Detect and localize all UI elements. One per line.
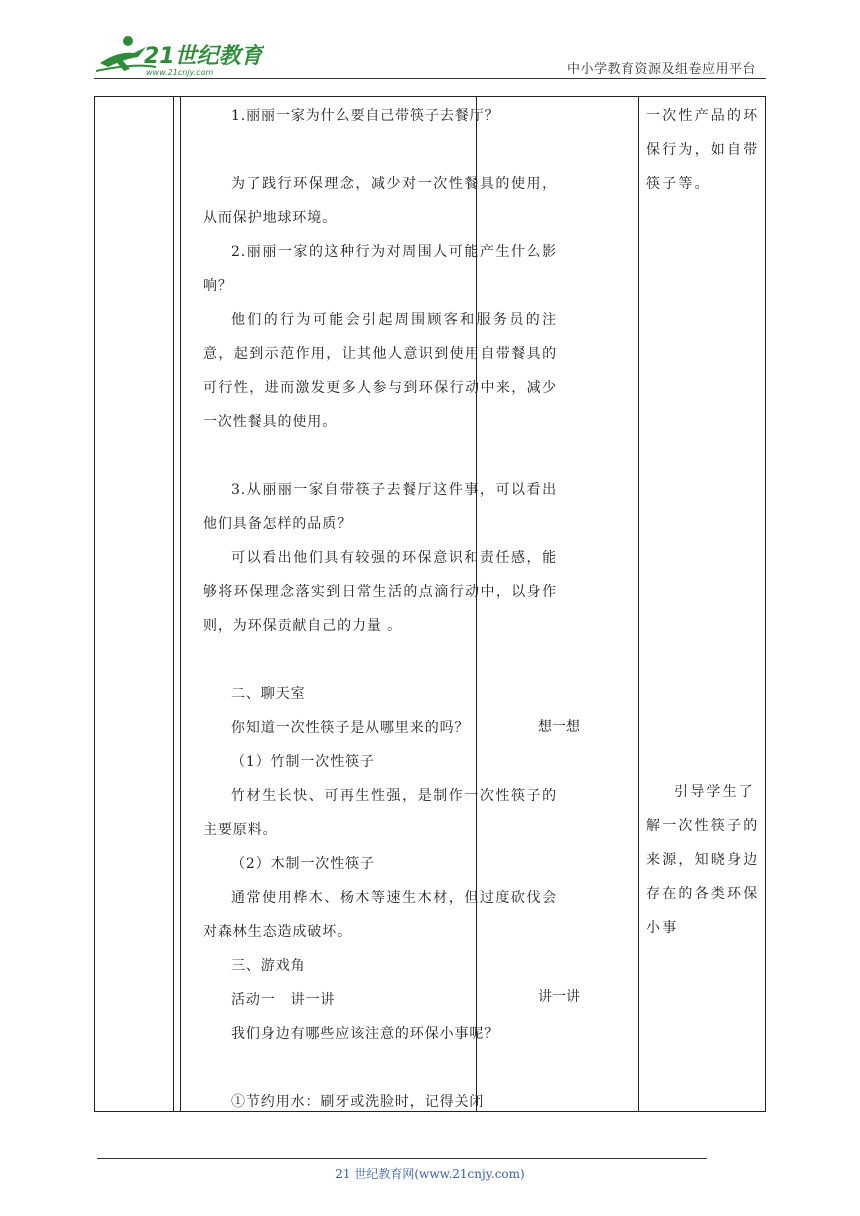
footer-text: 21 世纪教育网(www.21cnjy.com) xyxy=(335,1167,525,1181)
section-heading: 二、聊天室 xyxy=(231,686,306,702)
activity-heading: 活动一 讲一讲 xyxy=(231,992,336,1008)
question-3: 3.从丽丽一家自带筷子去餐厅这件事，可以看出他们具备怎样的品质？ xyxy=(203,482,557,532)
platform-name: 中小学教育资源及组卷应用平台 xyxy=(566,62,756,77)
section-heading: 三、游戏角 xyxy=(231,958,306,974)
svg-text:www.21cnjy.com: www.21cnjy.com xyxy=(146,68,214,77)
question-2: 2.丽丽一家的这种行为对周围人可能产生什么影响？ xyxy=(203,244,557,294)
activity-label-think: 想一想 xyxy=(538,719,580,735)
21cnjy-logo xyxy=(94,33,264,79)
subheading: （1）竹制一次性筷子 xyxy=(231,754,375,770)
lesson-table xyxy=(94,96,766,1112)
table-column-divider xyxy=(180,97,181,1111)
footer-divider xyxy=(97,1158,707,1159)
paragraph: ①节约用水：刷牙或洗脸时，记得关闭 xyxy=(231,1094,485,1110)
paragraph: 我们身边有哪些应该注意的环保小事呢？ xyxy=(231,1026,500,1042)
page-header xyxy=(0,0,860,80)
answer-1: 为了践行环保理念，减少对一次性餐具的使用，从而保护地球环境。 xyxy=(203,176,557,226)
answer-3: 可以看出他们具有较强的环保意识和责任感，能够将环保理念落实到日常生活的点滴行动中，以身作则，为环保贡献自己的力量 。 xyxy=(203,550,557,634)
paragraph: 你知道一次性筷子是从哪里来的吗？ xyxy=(231,720,470,736)
question-1: 1.丽丽一家为什么要自己带筷子去餐厅？ xyxy=(231,108,500,124)
answer-2: 他们的行为可能会引起周围顾客和服务员的注意，起到示范作用，让其他人意识到使用自带餐具的可行性，进而激发更多人参与到环保行动中来，减少一次性餐具的使用。 xyxy=(203,312,557,430)
subheading: （2）木制一次性筷子 xyxy=(231,856,375,872)
paragraph: 竹材生长快、可再生性强，是制作一次性筷子的主要原料。 xyxy=(203,788,557,838)
paragraph: 通常使用桦木、杨木等速生木材，但过度砍伐会对森林生态造成破坏。 xyxy=(203,890,557,940)
table-column-divider xyxy=(638,97,639,1111)
svg-text:21世纪教育: 21世纪教育 xyxy=(144,44,263,69)
design-intent-note: 一次性产品的环保行为，如自带筷子等。 xyxy=(646,108,760,192)
header-divider xyxy=(94,78,766,79)
table-column-divider xyxy=(173,97,174,1111)
design-intent-note: 引导学生了解一次性筷子的来源，知晓身边存在的各类环保小事 xyxy=(646,784,760,936)
activity-label-talk: 讲一讲 xyxy=(538,989,580,1005)
